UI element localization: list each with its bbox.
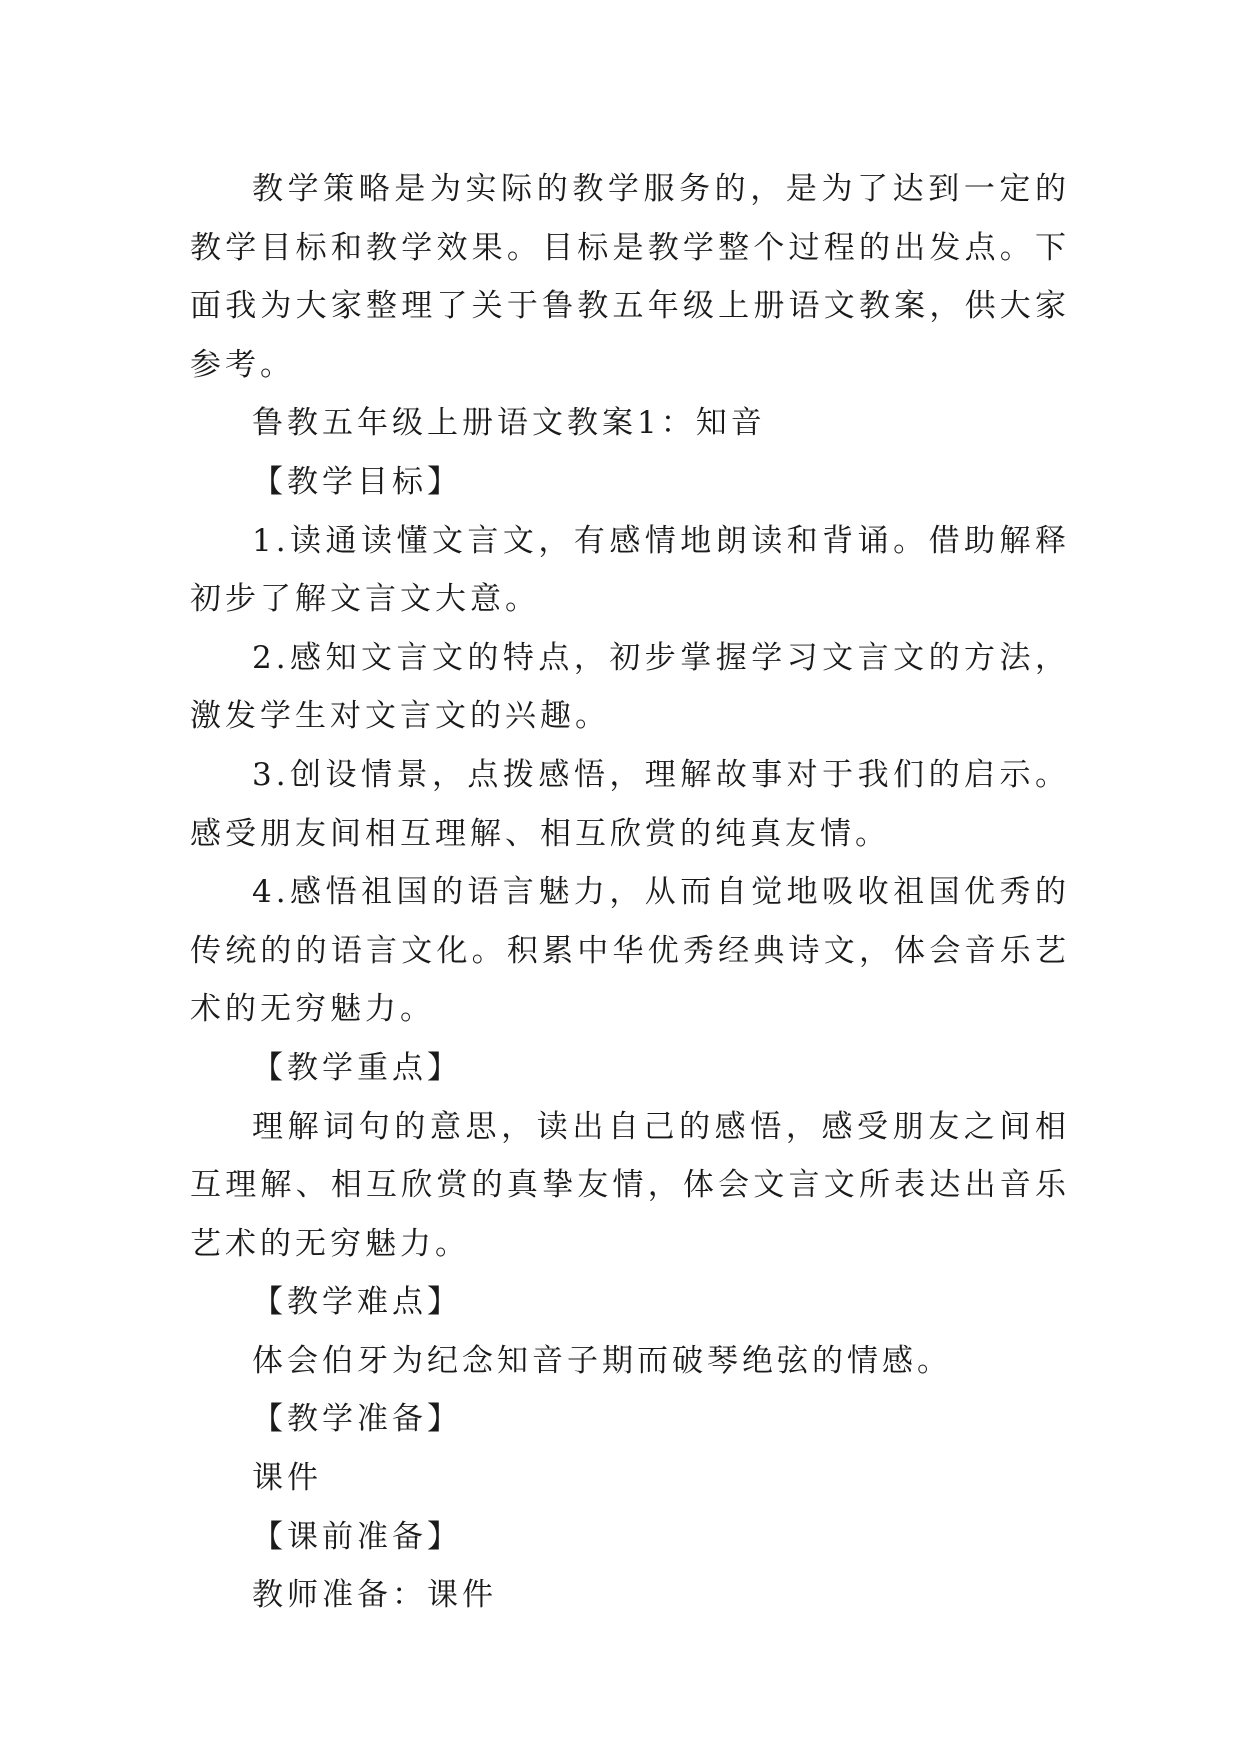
section-heading-key-points: 【教学重点】 <box>252 1049 462 1086</box>
document-body <box>190 160 1070 1625</box>
section-heading-preparation: 【教学准备】 <box>252 1401 462 1438</box>
lesson-title: 鲁教五年级上册语文教案1：知音 <box>252 405 766 442</box>
key-points-paragraph: 理解词句的意思，读出自己的感悟，感受朋友之间相互理解、相互欣赏的真挚友情，体会文言文所表达出音乐艺术的无穷魅力。 <box>190 1108 1070 1262</box>
section-heading-pre-class-preparation: 【课前准备】 <box>252 1518 462 1555</box>
goal-item-4: 4.感悟祖国的语言魅力，从而自觉地吸收祖国优秀的传统的的语言文化。积累中华优秀经典诗文，体会音乐艺术的无穷魅力。 <box>190 874 1070 1028</box>
intro-paragraph: 教学策略是为实际的教学服务的，是为了达到一定的教学目标和教学效果。目标是教学整个过程的出发点。下面我为大家整理了关于鲁教五年级上册语文教案，供大家参考。 <box>190 171 1070 383</box>
preparation-paragraph: 课件 <box>252 1460 322 1497</box>
difficulties-paragraph: 体会伯牙为纪念知音子期而破琴绝弦的情感。 <box>252 1342 952 1379</box>
goal-item-1: 1.读通读懂文言文，有感情地朗读和背诵。借助解释初步了解文言文大意。 <box>190 522 1070 618</box>
section-heading-difficulties: 【教学难点】 <box>252 1284 462 1321</box>
goal-item-2: 2.感知文言文的特点，初步掌握学习文言文的方法，激发学生对文言文的兴趣。 <box>190 639 1070 735</box>
goal-item-3: 3.创设情景，点拨感悟，理解故事对于我们的启示。感受朋友间相互理解、相互欣赏的纯真友情。 <box>190 756 1070 852</box>
pre-class-preparation-paragraph: 教师准备：课件 <box>252 1577 497 1614</box>
section-heading-teaching-goals: 【教学目标】 <box>252 463 462 500</box>
